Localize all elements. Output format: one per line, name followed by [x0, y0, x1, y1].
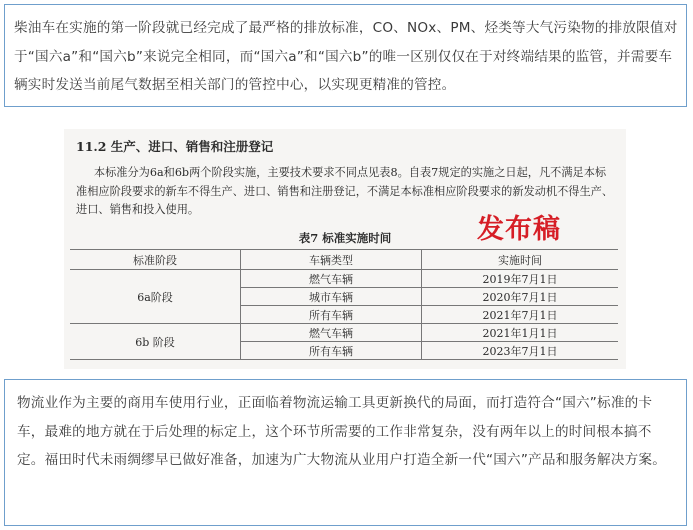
table-row — [70, 324, 618, 342]
header-vehicle-type: 车辆类型 — [241, 250, 422, 270]
implementation-table — [70, 249, 618, 360]
header-date: 实施时间 — [422, 250, 619, 270]
section-body: 本标准分为6a和6b两个阶段实施，主要技术要求不同点见表8。自表7规定的实施之日起，凡不满足本标准相应阶段要求的新车不得生产、进口、销售和注册登记，不满足本标准相应阶段要求的新发动机不得生产、进口、销售和投入使用。 — [76, 166, 614, 216]
vehicle-cell: 所有车辆 — [241, 342, 422, 360]
date-cell: 2019年7月1日 — [422, 270, 619, 288]
date-cell: 2023年7月1日 — [422, 342, 619, 360]
stage-cell: 6a阶段 — [70, 270, 241, 324]
section-heading: 11.2 生产、进口、销售和注册登记 — [76, 139, 274, 154]
table-caption: 表7 标准实施时间 — [298, 231, 392, 245]
intro-paragraph: 柴油车在实施的第一阶段就已经完成了最严格的排放标准，CO、NOx、PM、烃类等大气污染物的排放限值对于“国六a”和“国六b”来说完全相同，而“国六a”和“国六b”的唯一区别仅仅在于对终端结果的监管，并需要车辆实时发送当前尾气数据至相关部门的管控中心，以实现更精准的管控。 — [14, 20, 678, 93]
vehicle-cell: 燃气车辆 — [241, 270, 422, 288]
closing-paragraph: 物流业作为主要的商用车使用行业，正面临着物流运输工具更新换代的局面，而打造符合“国六”标准的卡车，最难的地方就在于后处理的标定上，这个环节所需要的工作非常复杂，没有两年以上的时间根本搞不定。福田时代未雨绸缪早已做好准备，加速为广大物流从业用户打造全新一代“国六”产品和服务解决方案。 — [17, 395, 666, 468]
release-stamp: 发布稿 — [477, 214, 561, 245]
table-row — [70, 270, 618, 288]
vehicle-cell: 所有车辆 — [241, 306, 422, 324]
vehicle-cell: 城市车辆 — [241, 288, 422, 306]
header-stage: 标准阶段 — [70, 250, 241, 270]
vehicle-cell: 燃气车辆 — [241, 324, 422, 342]
date-cell: 2021年7月1日 — [422, 306, 619, 324]
stage-cell: 6b 阶段 — [70, 324, 241, 360]
standard-document-image — [64, 129, 626, 369]
table-header-row — [70, 250, 618, 270]
date-cell: 2021年1月1日 — [422, 324, 619, 342]
date-cell: 2020年7月1日 — [422, 288, 619, 306]
